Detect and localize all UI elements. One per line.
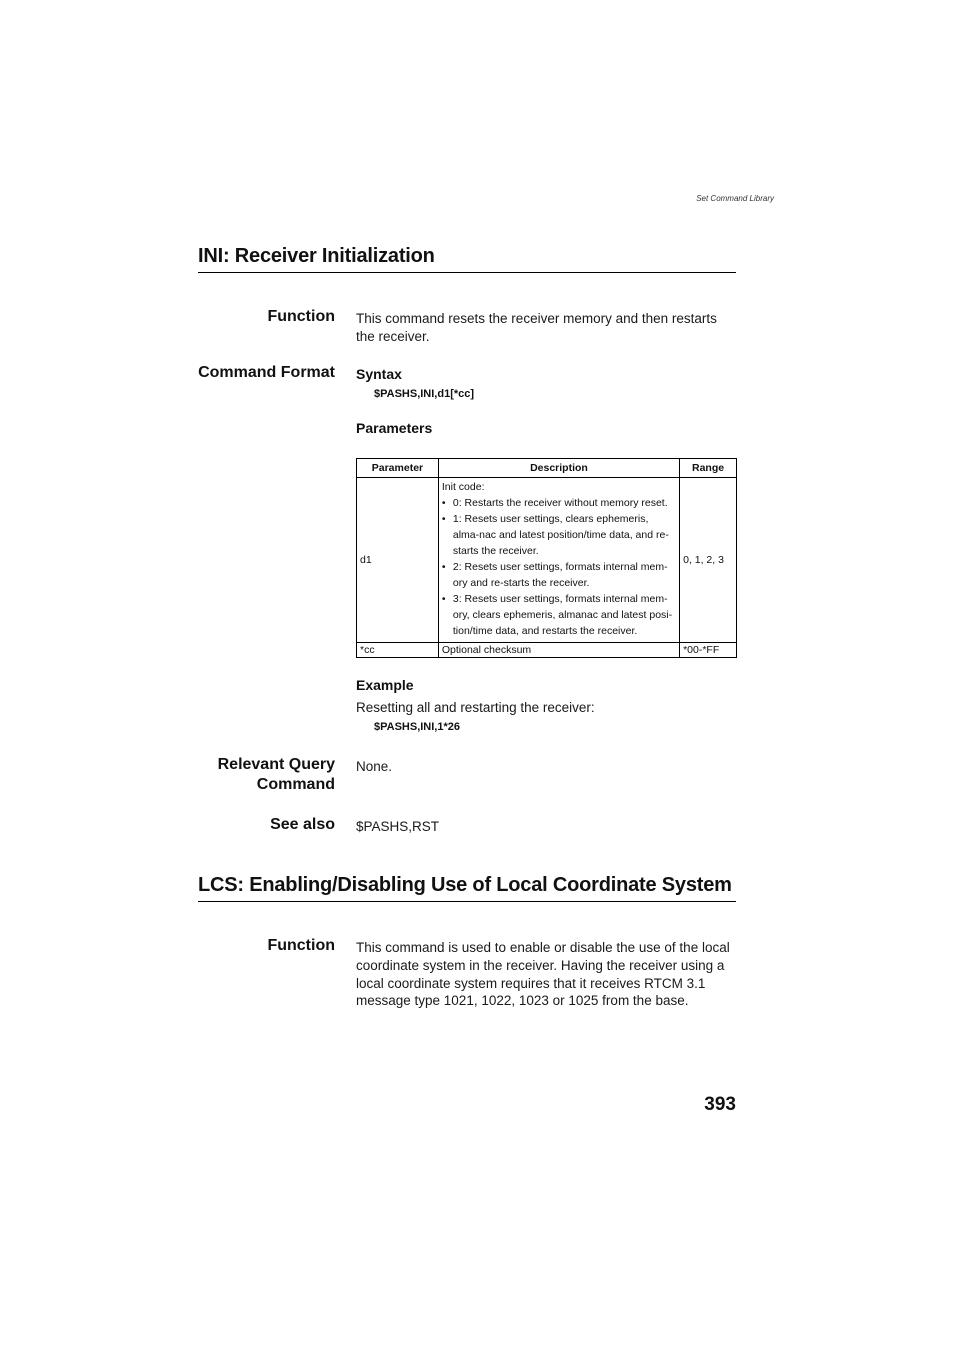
list-item [442, 559, 676, 591]
description-intro: Init code: [441, 481, 485, 493]
function-label: Function [267, 937, 335, 954]
bullet-icon: • [441, 561, 446, 573]
function-label: Function [267, 308, 335, 325]
bullet-text: 1: Resets user settings, clears ephemeris, alma-nac and latest position/time data, and re-starts the receiver. [452, 513, 669, 557]
section-rule [198, 901, 736, 902]
syntax-code: $PASHS,INI,d1[*cc] [374, 388, 475, 400]
table-row [357, 643, 737, 658]
parameters-label: Parameters [356, 420, 433, 436]
parameters-table [356, 458, 737, 658]
bullet-text: 3: Resets user settings, formats internal mem-ory, clears ephemeris, almanac and latest posi-tion/time data, and restarts the receiver. [452, 593, 673, 637]
bullet-icon: • [441, 497, 446, 509]
section-rule [198, 272, 736, 273]
param-cell: d1 [357, 478, 439, 643]
range-cell: *00-*FF [680, 643, 737, 658]
list-item [442, 495, 676, 511]
page-number: 393 [704, 1094, 736, 1115]
query-label-line: Command [256, 776, 335, 793]
list-item [442, 511, 676, 559]
list-item [442, 591, 676, 639]
column-header: Range [680, 459, 737, 478]
example-text: Resetting all and restarting the receiver: [356, 700, 595, 715]
table-header-row [357, 459, 737, 478]
range-cell: 0, 1, 2, 3 [680, 478, 737, 643]
description-cell [438, 478, 679, 643]
bullet-icon: • [441, 593, 446, 605]
column-header: Description [438, 459, 679, 478]
section-title-lcs: LCS: Enabling/Disabling Use of Local Coordinate System [198, 874, 732, 896]
function-text: This command is used to enable or disable the use of the local coordinate system in the receiver. Having the receiver using a local coordinate system requires that it receives RTCM 3.1 message type 1021, 1022, 1023 or 1025 from the base. [356, 940, 730, 1009]
bullet-text: 2: Resets user settings, formats internal mem-ory and re-starts the receiver. [452, 561, 668, 589]
running-head: Set Command Library [696, 194, 774, 203]
example-label: Example [356, 677, 414, 693]
table-row [357, 478, 737, 643]
query-text: None. [356, 759, 393, 774]
see-also-label: See also [270, 816, 335, 833]
query-label-line: Relevant Query [217, 756, 335, 773]
see-also-text: $PASHS,RST [356, 819, 440, 834]
syntax-label: Syntax [356, 366, 402, 382]
example-code: $PASHS,INI,1*26 [374, 721, 461, 733]
section-title-ini: INI: Receiver Initialization [198, 245, 435, 267]
query-label [150, 755, 335, 795]
function-text: This command resets the receiver memory and then restarts the receiver. [356, 311, 717, 344]
command-format-label: Command Format [198, 364, 335, 381]
param-cell: *cc [357, 643, 439, 658]
bullet-icon: • [441, 513, 446, 525]
bullet-text: 0: Restarts the receiver without memory reset. [452, 497, 668, 509]
column-header: Parameter [357, 459, 439, 478]
description-cell: Optional checksum [438, 643, 679, 658]
